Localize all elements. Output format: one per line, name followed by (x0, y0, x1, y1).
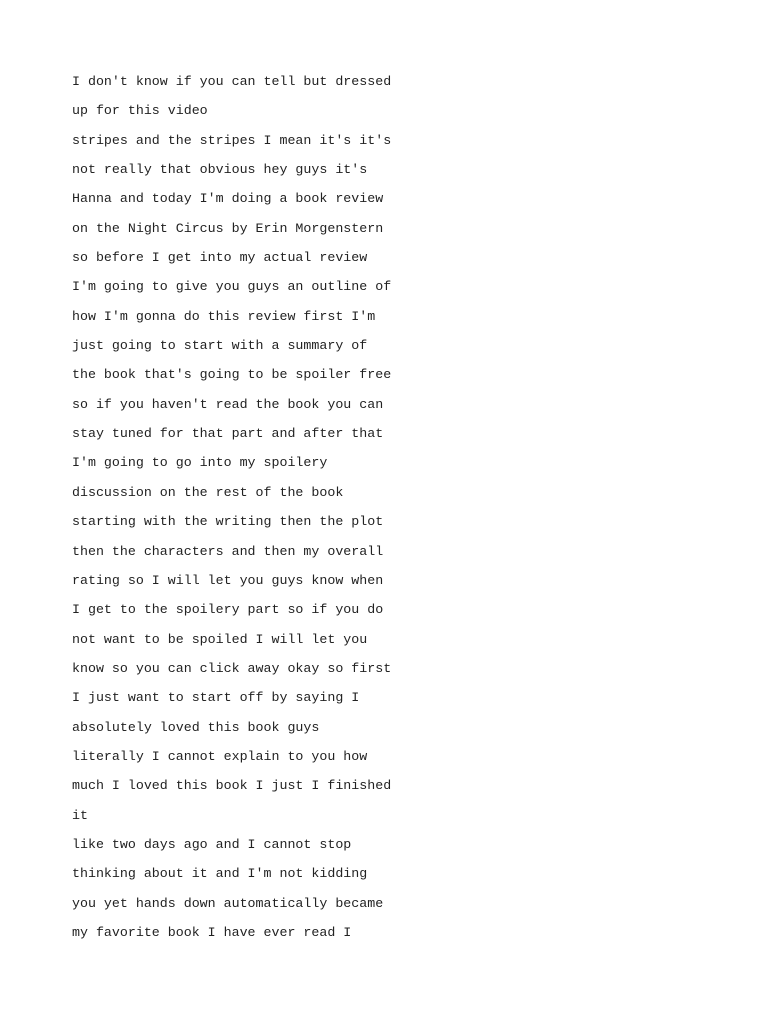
text-line: it (72, 807, 88, 823)
text-line: like two days ago and I cannot stop (72, 836, 352, 852)
text-line: my favorite book I have ever read I (72, 924, 352, 940)
text-line: I just want to start off by saying I (72, 690, 360, 706)
text-line: stay tuned for that part and after that (72, 426, 384, 442)
text-line: literally I cannot explain to you how (72, 748, 368, 764)
text-line: rating so I will let you guys know when (72, 572, 384, 588)
text-line: thinking about it and I'm not kidding (72, 866, 368, 882)
text-line: you yet hands down automatically became (72, 895, 384, 911)
text-line: I'm going to give you guys an outline of (72, 279, 392, 295)
text-line: starting with the writing then the plot (72, 514, 384, 530)
text-line: I don't know if you can tell but dressed (72, 74, 392, 89)
text-line: not want to be spoiled I will let you (72, 631, 368, 647)
text-line: absolutely loved this book guys (72, 719, 320, 735)
text-line: just going to start with a summary of (72, 338, 368, 354)
text-line: so if you haven't read the book you can (72, 396, 384, 412)
text-line: know so you can click away okay so first (72, 660, 392, 676)
text-line: up for this video (72, 103, 208, 119)
text-line: stripes and the stripes I mean it's it's (72, 132, 392, 148)
text-line: much I loved this book I just I finished (72, 778, 392, 794)
text-line: the book that's going to be spoiler free (72, 367, 392, 383)
text-line: discussion on the rest of the book (72, 484, 344, 500)
text-line: not really that obvious hey guys it's (72, 162, 368, 178)
text-line: so before I get into my actual review (72, 250, 368, 266)
text-line: I'm going to go into my spoilery (72, 455, 328, 471)
text-line: how I'm gonna do this review first I'm (72, 308, 376, 324)
transcript-text (72, 67, 692, 947)
text-line: on the Night Circus by Erin Morgenstern (72, 220, 384, 236)
text-line: then the characters and then my overall (72, 543, 384, 559)
text-line: I get to the spoilery part so if you do (72, 602, 384, 618)
text-line: Hanna and today I'm doing a book review (72, 191, 384, 207)
